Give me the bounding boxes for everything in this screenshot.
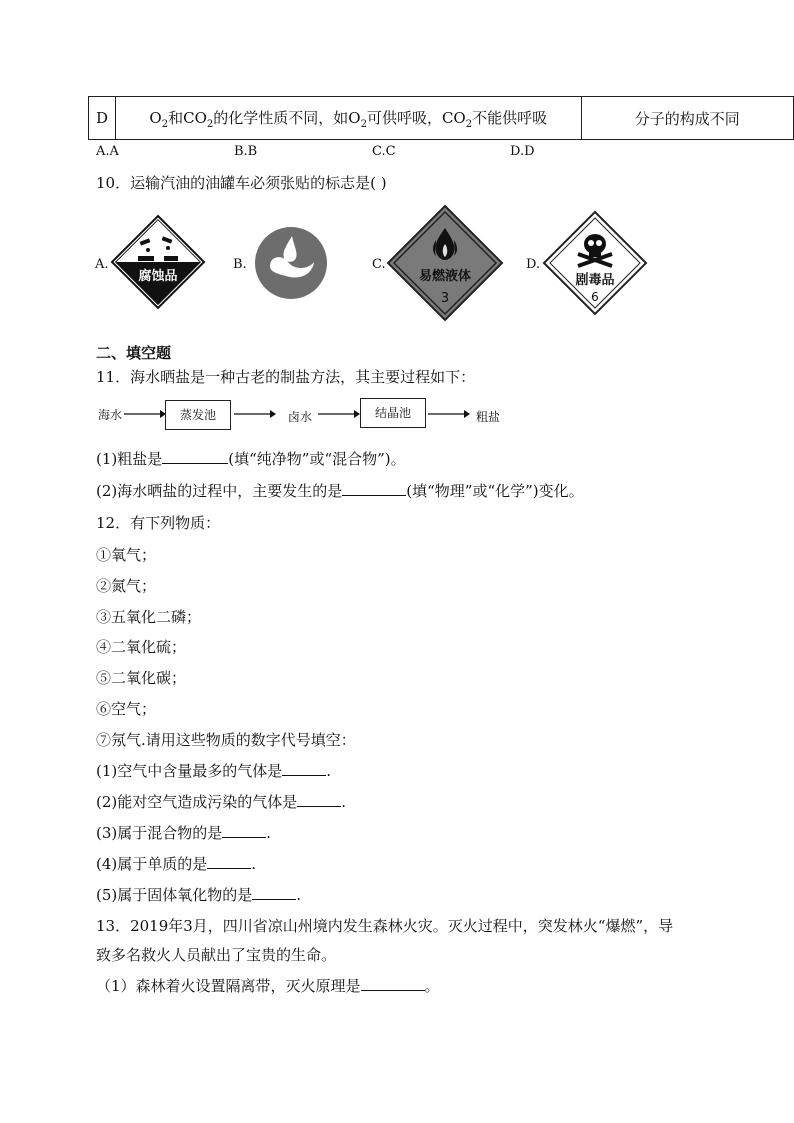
q12-sub1 bbox=[96, 760, 331, 781]
flow-step-crude-salt: 粗盐 bbox=[476, 410, 501, 424]
subscript: 2 bbox=[360, 118, 367, 130]
stmt-c: 的化学性质不同，如O bbox=[213, 108, 361, 127]
choice-d[interactable]: D.D bbox=[510, 144, 535, 159]
q12-sub2 bbox=[96, 791, 346, 812]
q11-sub1-post: (填“纯净物”或“混合物”)。 bbox=[228, 450, 406, 468]
answer-blank[interactable] bbox=[342, 481, 406, 496]
option-table bbox=[88, 96, 794, 140]
sign-c-number: 3 bbox=[440, 291, 450, 306]
substance-item: ⑤二氧化碳； bbox=[96, 669, 187, 687]
q12-sub-end: . bbox=[266, 824, 272, 842]
substance-item: ③五氧化二磷； bbox=[96, 608, 202, 626]
q11-sub2-post: (填“物理”或“化学”)变化。 bbox=[406, 482, 584, 500]
stmt-d: 可供呼吸，CO bbox=[366, 108, 466, 127]
table-row bbox=[89, 97, 794, 140]
substance-item: ⑦氖气.请用这些物质的数字代号填空： bbox=[96, 731, 356, 749]
question-13-line2: 致多名救火人员献出了宝贵的生命。 bbox=[96, 946, 337, 964]
q11-sub2-pre: (2)海水晒盐的过程中，主要发生的是 bbox=[96, 482, 343, 500]
q12-sub1-text: (1)空气中含量最多的气体是 bbox=[96, 762, 283, 780]
sign-a-text: 腐蚀品 bbox=[138, 269, 178, 284]
flow-box-evaporation: 蒸发池 bbox=[165, 400, 231, 430]
subscript: 2 bbox=[465, 118, 473, 130]
arrow-right-icon bbox=[428, 408, 470, 420]
section-title: 二、填空题 bbox=[96, 344, 172, 362]
sign-c-text: 易燃液体 bbox=[418, 269, 472, 284]
q12-sub4-text: (4)属于单质的是 bbox=[96, 855, 208, 873]
q12-sub5 bbox=[96, 884, 301, 905]
q12-sub3-text: (3)属于混合物的是 bbox=[96, 824, 223, 842]
toxic-sign-icon[interactable] bbox=[542, 210, 648, 316]
q11-sub1 bbox=[96, 448, 406, 469]
option-letter: D bbox=[89, 97, 116, 140]
option-explanation: 分子的构成不同 bbox=[581, 97, 793, 140]
answer-blank[interactable] bbox=[297, 792, 341, 807]
subscript: 2 bbox=[206, 118, 214, 130]
option-statement bbox=[115, 97, 581, 140]
sign-d-number: 6 bbox=[591, 290, 599, 304]
flow-step-seawater: 海水 bbox=[98, 408, 123, 422]
q12-sub3 bbox=[96, 822, 271, 843]
question-11-stem: 11．海水晒盐是一种古老的制盐方法，其主要过程如下： bbox=[96, 368, 476, 386]
stmt-e: 不能供呼吸 bbox=[472, 108, 548, 127]
question-10-stem: 10．运输汽油的油罐车必须张贴的标志是( ) bbox=[96, 174, 387, 192]
arrow-right-icon bbox=[124, 408, 166, 420]
stmt-a: O bbox=[149, 108, 162, 127]
q12-sub5-text: (5)属于固体氧化物的是 bbox=[96, 886, 253, 904]
answer-blank[interactable] bbox=[282, 761, 326, 776]
water-drop-sign-icon[interactable] bbox=[254, 226, 328, 300]
q11-sub2 bbox=[96, 480, 584, 501]
flow-step-brine: 卤水 bbox=[288, 410, 313, 424]
q12-sub4 bbox=[96, 853, 256, 874]
q11-sub1-pre: (1)粗盐是 bbox=[96, 450, 163, 468]
q12-sub-end: . bbox=[251, 855, 257, 873]
choice-b[interactable]: B.B bbox=[234, 144, 258, 159]
substance-item: ④二氧化硫； bbox=[96, 638, 187, 656]
substance-item: ①氧气； bbox=[96, 546, 157, 564]
answer-blank[interactable] bbox=[361, 976, 425, 991]
answer-blank[interactable] bbox=[207, 854, 251, 869]
answer-blank[interactable] bbox=[222, 823, 266, 838]
choice-a[interactable]: A.A bbox=[96, 144, 119, 159]
sign-d-text: 剧毒品 bbox=[575, 273, 615, 288]
subscript: 2 bbox=[161, 118, 169, 130]
q10-label-d[interactable]: D. bbox=[526, 257, 541, 272]
substance-item: ②氮气； bbox=[96, 577, 157, 595]
q10-label-b[interactable]: B. bbox=[233, 257, 247, 272]
corrosive-sign-icon[interactable] bbox=[110, 214, 206, 310]
choice-c[interactable]: C.C bbox=[372, 144, 396, 159]
flammable-liquid-sign-icon[interactable] bbox=[386, 204, 504, 322]
question-12-stem: 12．有下列物质： bbox=[96, 514, 221, 532]
q13-sub1-post: 。 bbox=[424, 977, 440, 995]
q12-sub-end: . bbox=[296, 886, 302, 904]
q13-sub1-pre: （1）森林着火设置隔离带，灭火原理是 bbox=[96, 977, 361, 995]
q10-label-a[interactable]: A. bbox=[95, 257, 109, 272]
q10-label-c[interactable]: C. bbox=[372, 257, 386, 272]
q12-sub-end: . bbox=[326, 762, 332, 780]
answer-blank[interactable] bbox=[252, 885, 296, 900]
question-13-line1: 13．2019年3月，四川省凉山州境内发生森林火灾。灭火过程中，突发林火“爆燃”，导 bbox=[96, 917, 674, 935]
arrow-right-icon bbox=[234, 408, 276, 420]
flow-box-crystallization: 结晶池 bbox=[360, 398, 426, 428]
substance-item: ⑥空气； bbox=[96, 700, 157, 718]
q12-sub-end: . bbox=[341, 793, 347, 811]
stmt-b: 和CO bbox=[168, 108, 207, 127]
q13-sub1 bbox=[96, 975, 440, 996]
answer-blank[interactable] bbox=[162, 449, 228, 464]
q12-sub2-text: (2)能对空气造成污染的气体是 bbox=[96, 793, 298, 811]
arrow-right-icon bbox=[318, 408, 360, 420]
